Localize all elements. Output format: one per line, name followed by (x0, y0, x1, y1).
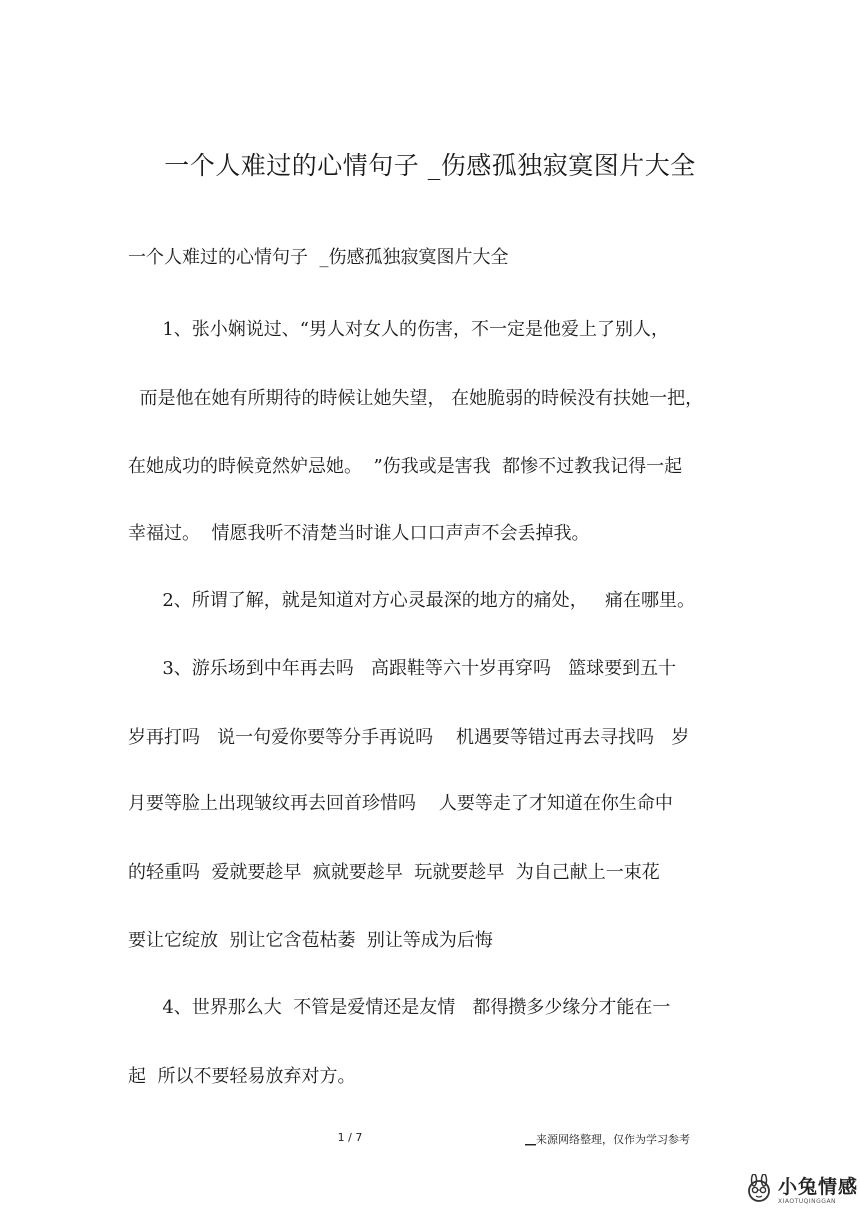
document-line: 而是他在她有所期待的時候让她失望， 在她脆弱的時候没有扶她一把， (128, 388, 704, 409)
watermark-brand: 小兔情感 (778, 1176, 859, 1198)
watermark-logo (744, 1168, 859, 1214)
document-line: 一个人难过的心情句子 _伤感孤独寂寞图片大全 (128, 247, 509, 268)
document-line: 要让它绽放 别让它含苞枯萎 别让等成为后悔 (128, 930, 493, 951)
document-line: 月要等脸上出现皱纹再去回首珍惜吗 人要等走了才知道在你生命中 (128, 793, 673, 814)
document-line: 3、游乐场到中年再去吗 高跟鞋等六十岁再穿吗 篮球要到五十 (128, 658, 677, 679)
document-line: 4、世界那么大 不管是爱情还是友情 都得攒多少缘分才能在一 (128, 997, 671, 1018)
document-line: 1、张小娴说过、“男人对女人的伤害，不一定是他爱上了别人， (128, 319, 669, 340)
watermark-sub: XIAOTUQINGGAN (778, 1198, 837, 1205)
footer-note-prefix: __ (525, 1133, 536, 1146)
rabbit-logo-icon (744, 1174, 774, 1204)
document-line: 岁再打吗 说一句爱你要等分手再说吗 机遇要等错过再去寻找吗 岁 (128, 727, 690, 748)
document-line: 起 所以不要轻易放弃对方。 (128, 1066, 356, 1087)
document-line: 幸福过。 情愿我听不清楚当时谁人口口声声不会丢掉我。 (128, 523, 590, 544)
footer-note-text: 来源网络整理，仅作为学习参考 (536, 1133, 690, 1146)
document-line: 2、所谓了解，就是知道对方心灵最深的地方的痛处， 痛在哪里。 (128, 590, 695, 611)
document-line: 在她成功的時候竟然妒忌她。 ”伤我或是害我 都惨不过教我记得一起 (128, 456, 683, 477)
document-line: 的轻重吗 爱就要趁早 疯就要趁早 玩就要趁早 为自己献上一束花 (128, 862, 660, 883)
document-title: 一个人难过的心情句子 _伤感孤独寂寞图片大全 (164, 151, 696, 180)
page-number: 1 / 7 (337, 1131, 363, 1144)
footer-note (525, 1131, 690, 1147)
